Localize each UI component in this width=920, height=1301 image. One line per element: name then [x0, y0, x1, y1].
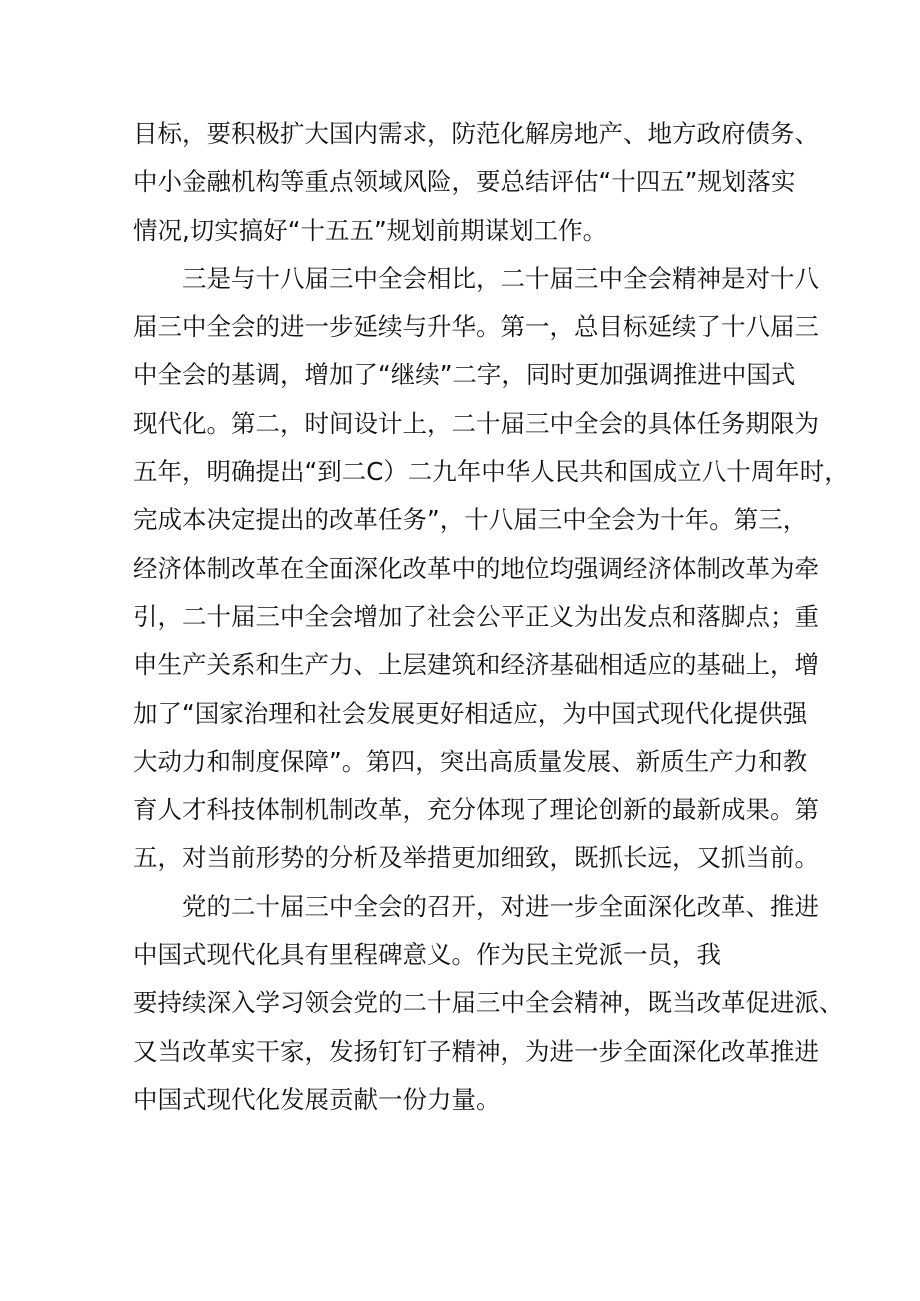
text-line: 中国式现代化发展贡献一份力量。	[133, 1084, 501, 1114]
text-line: 现代化。第二，时间设计上，二十届三中全会的具体任务期限为	[133, 408, 819, 438]
text-line: 中国式现代化具有里程碑意义。作为民主党派一员，我	[133, 940, 721, 970]
paragraph-start-line: 党的二十届三中全会的召开，对进一步全面深化改革、推进	[182, 891, 819, 921]
text-line: 引，二十届三中全会增加了社会公平正义为出发点和落脚点；重	[133, 601, 819, 631]
text-line: 目标，要积极扩大国内需求，防范化解房地产、地方政府债务、	[133, 119, 819, 148]
body-text	[133, 110, 849, 1124]
text-line: 大动力和制度保障”。第四，突出高质量发展、新质生产力和教	[133, 746, 808, 776]
text-line: 要持续深入学习领会党的二十届三中全会精神，既当改革促进派、	[133, 988, 844, 1018]
paragraph-start-line: 三是与十八届三中全会相比，二十届三中全会精神是对十八	[182, 263, 819, 293]
text-line: 经济体制改革在全面深化改革中的地位均强调经济体制改革为牵	[133, 553, 819, 583]
text-line: 又当改革实干家，发扬钉钉子精神，为进一步全面深化改革推进	[133, 1036, 819, 1066]
text-line: 中全会的基调，增加了“继续”二字，同时更加强调推进中国式	[133, 360, 796, 390]
text-line: 五年，明确提出“到二C）二九年中华人民共和国成立八十周年时，	[133, 457, 849, 487]
text-line: 加了“国家治理和社会发展更好相适应，为中国式现代化提供强	[133, 698, 808, 728]
text-line: 情况,切实搞好“十五五”规划前期谋划工作。	[133, 215, 608, 245]
text-line: 完成本决定提出的改革任务”，十八届三中全会为十年。第三，	[133, 505, 808, 535]
text-line: 五，对当前形势的分析及举措更加细致，既抓长远，又抓当前。	[133, 843, 819, 873]
text-line: 申生产关系和生产力、上层建筑和经济基础相适应的基础上，增	[133, 650, 819, 680]
text-line: 届三中全会的进一步延续与升华。第一，总目标延续了十八届三	[133, 312, 819, 342]
text-line: 中小金融机构等重点领域风险，要总结评估“十四五”规划落实	[133, 167, 796, 197]
text-line: 育人才科技体制机制改革，充分体现了理论创新的最新成果。第	[133, 795, 819, 825]
